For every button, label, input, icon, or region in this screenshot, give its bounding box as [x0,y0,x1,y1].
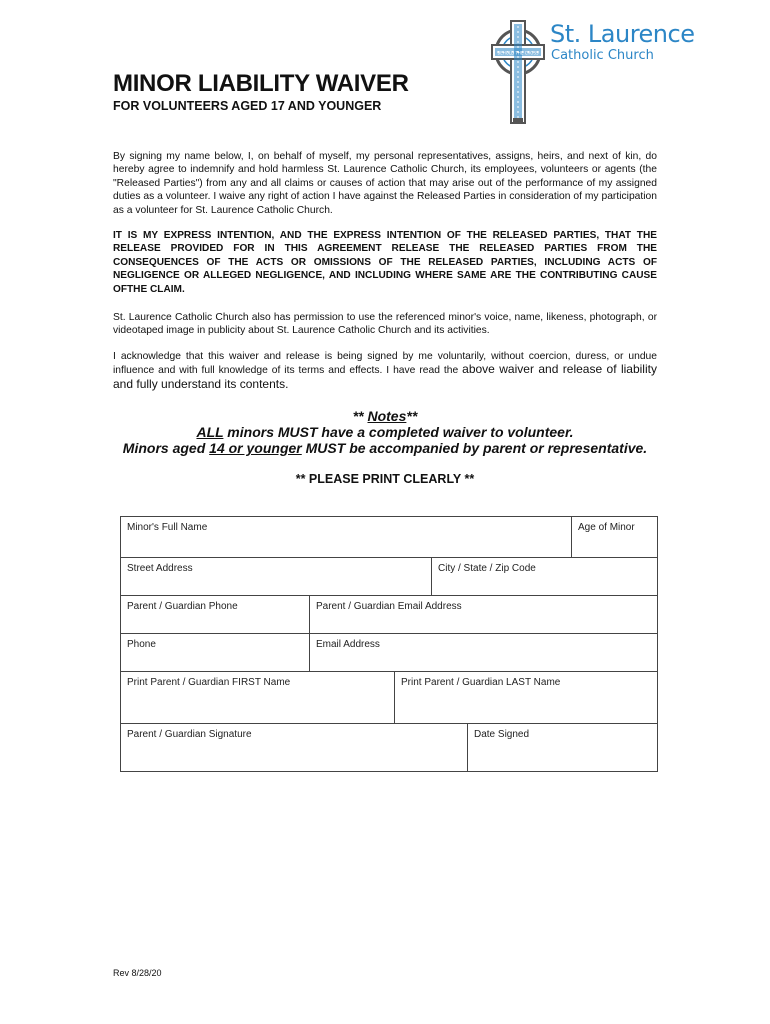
parent-first-name-field[interactable] [121,672,395,723]
parent-last-name-label: Print Parent / Guardian LAST Name [401,677,561,688]
parent-phone-label: Parent / Guardian Phone [127,601,238,612]
notes-heading-prefix: ** [352,408,368,424]
page-title: MINOR LIABILITY WAIVER [113,70,409,97]
parent-email-field[interactable] [310,596,657,633]
acknowledgement-part1: I acknowledge that this waiver and release is being signed by me voluntarily, without coercion, duress, or undue influence and with full knowledge of its terms and effects. I have read the [113,351,657,377]
email-label: Email Address [316,639,380,650]
form-row-minor [121,517,657,558]
city-state-zip-label: City / State / Zip Code [438,563,536,574]
church-name: St. Laurence [550,20,695,48]
publicity-permission-paragraph: St. Laurence Catholic Church also has permission to use the referenced minor's voice, name, likeness, photograph, or videotaped image in publicity about St. Laurence Catholic Church and its activities. [113,312,657,337]
city-state-zip-field[interactable] [432,558,657,595]
notes-block [113,408,657,456]
phone-label: Phone [127,639,156,650]
form-row-signature [121,724,657,771]
form-row-contact [121,634,657,672]
age-of-minor-field[interactable] [572,517,657,557]
minor-full-name-field[interactable] [121,517,572,557]
parent-last-name-field[interactable] [395,672,657,723]
cross-caption: BEHOLD THE CROSS [497,50,539,56]
form-row-parent-contact [121,596,657,634]
date-signed-field[interactable] [468,724,657,771]
acknowledgement-part2: above waiver and release of liability and fully understand its contents. [113,362,657,391]
celtic-cross-icon [488,18,548,126]
email-field[interactable] [310,634,657,671]
parent-email-label: Parent / Guardian Email Address [316,601,462,612]
church-subtitle: Catholic Church [551,48,654,63]
parent-signature-field[interactable] [121,724,468,771]
notes-line-2-emphasis: 14 or younger [209,440,302,456]
date-signed-label: Date Signed [474,729,530,740]
form-row-address [121,558,657,596]
notes-heading [113,408,657,424]
print-clearly-instruction: ** PLEASE PRINT CLEARLY ** [295,472,475,486]
notes-heading-suffix: ** [406,408,418,424]
phone-field[interactable] [121,634,310,671]
indemnity-paragraph: By signing my name below, I, on behalf of myself, my personal representatives, assigns, heirs, and next of kin, do hereby agree to indemnify and hold harmless St. Laurence Catholic Church, its employees, volunteers or agents (the "Released Parties") from any and all claims or causes of action that may arise out of the performance of my assigned duties as a volunteer. I waive any right of action I have against the Released Parties in consideration of my participation as a volunteer for St. Laurence Catholic Church. [113,151,657,216]
notes-heading-text: Notes [367,408,407,424]
church-logo [488,18,708,128]
notes-line-1-text: minors MUST have a completed waiver to volunteer. [223,424,574,440]
minor-full-name-label: Minor's Full Name [127,522,208,533]
notes-line-1 [113,424,657,440]
revision-date: Rev 8/28/20 [113,968,162,978]
page-subtitle: FOR VOLUNTEERS AGED 17 AND YOUNGER [113,99,382,113]
acknowledgement-paragraph [113,350,657,392]
notes-line-2-text: MUST be accompanied by parent or representative. [301,440,648,456]
notes-line-2 [113,440,657,456]
parent-phone-field[interactable] [121,596,310,633]
parent-first-name-label: Print Parent / Guardian FIRST Name [127,677,291,688]
age-of-minor-label: Age of Minor [578,522,635,533]
notes-line-1-emphasis: ALL [196,424,224,440]
street-address-label: Street Address [127,563,193,574]
registration-form-table [120,516,658,772]
form-row-parent-name [121,672,657,724]
street-address-field[interactable] [121,558,432,595]
parent-signature-label: Parent / Guardian Signature [127,729,252,740]
release-intention-paragraph: IT IS MY EXPRESS INTENTION, AND THE EXPRESS INTENTION OF THE RELEASED PARTIES, THAT THE RELEASE PROVIDED FOR IN THIS AGREEMENT RELEASE THE RELEASED PARTIES FROM THE CONSEQUENCES OF THE ACTS OR OMISSIONS OF THE RELEASED PARTIES, INCLUDING ACTS OF NEGLIGENCE OR ALLEGED NEGLIGENCE, AND INCLUDING WHERE SAME ARE THE CONTRIBUTING CAUSE OFTHE CLAIM. [113,230,657,295]
notes-line-2-prefix: Minors aged [122,440,210,456]
